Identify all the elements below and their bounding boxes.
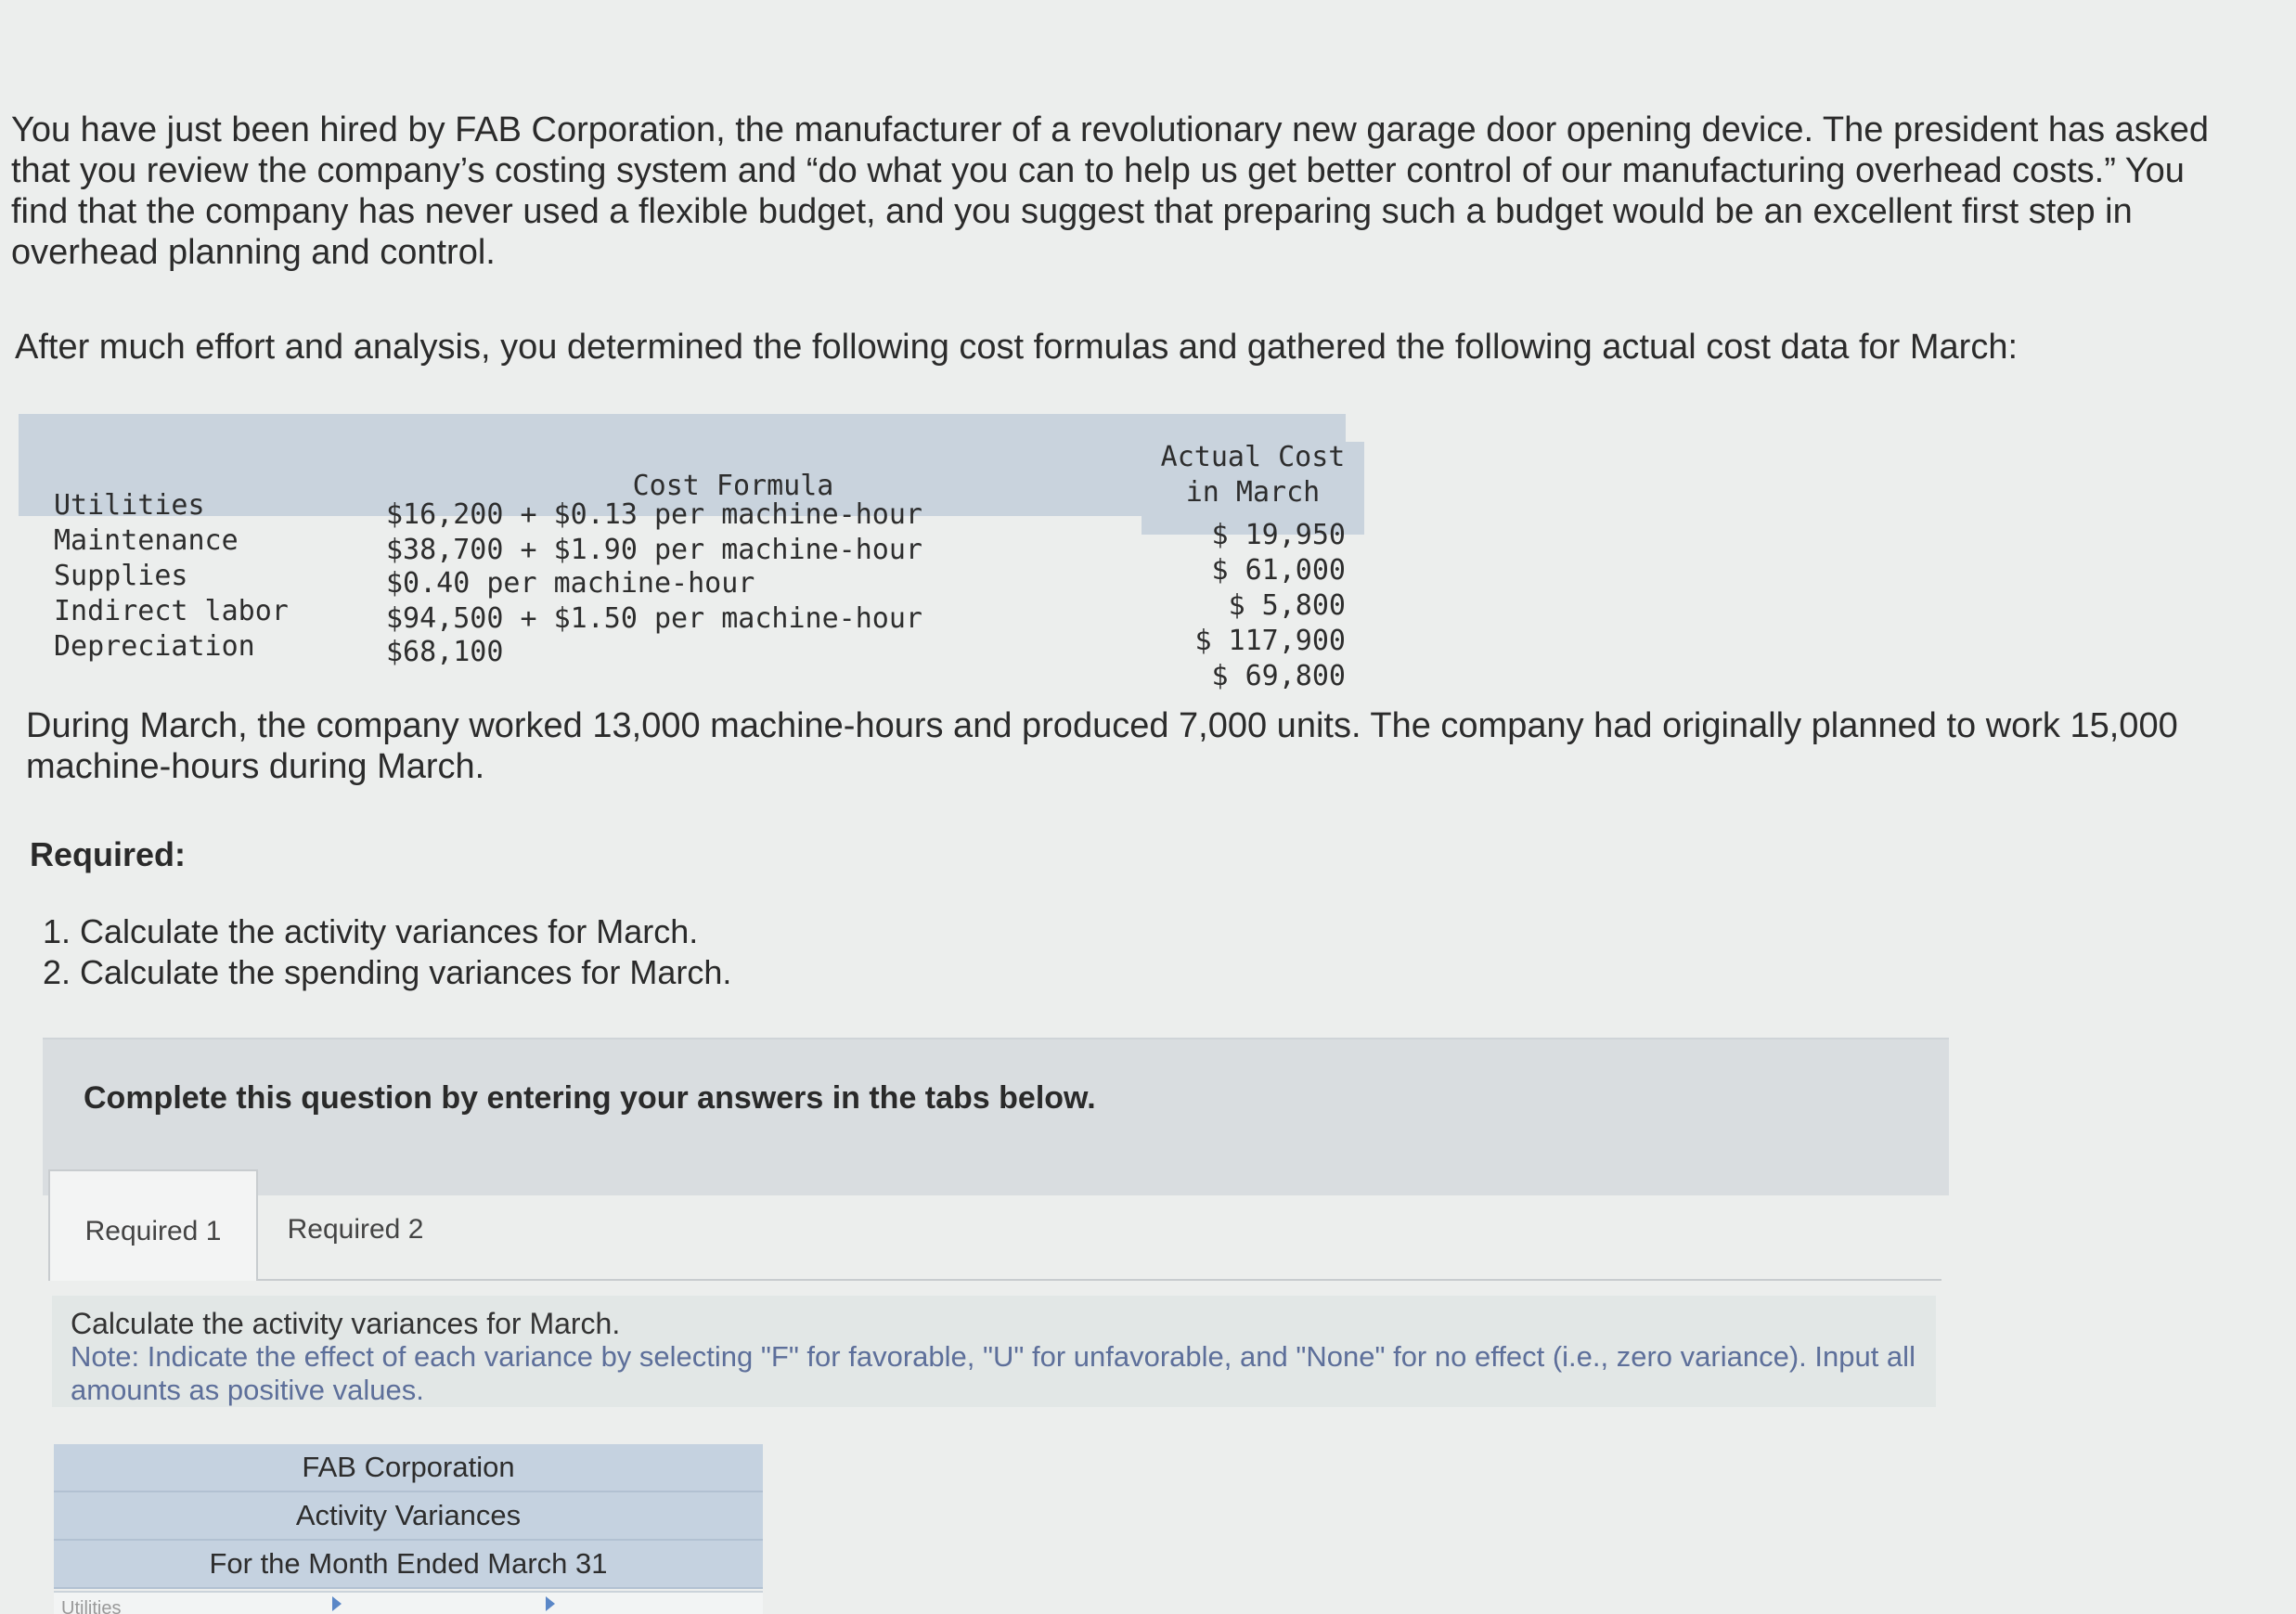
report-row-utilities: [54, 1591, 763, 1614]
row-formula: $38,700 + $1.90 per machine-hour: [386, 534, 922, 566]
required-heading: Required:: [30, 835, 187, 873]
row-label: Indirect labor: [54, 595, 289, 627]
tab-required-2[interactable]: Required 2: [258, 1169, 453, 1281]
required-list: [43, 911, 731, 993]
row-actual: $ 5,800: [1228, 589, 1346, 622]
report-row-label: Utilities: [61, 1598, 122, 1614]
header-cost-formula: Cost Formula: [632, 470, 834, 502]
intro-paragraph: You have just been hired by FAB Corporation, the manufacturer of a revolutionary new garage door opening device. The president has asked that you review the company’s costing system and “do what you can to help us get better control of our manufacturing overhead costs.” You find that the company has never used a flexible budget, and you suggest that preparing such a budget would be an excellent first step in overhead planning and control.: [11, 110, 2210, 272]
instruction-text: Complete this question by entering your answers in the tabs below.: [84, 1080, 1096, 1116]
tab-bar: [48, 1169, 1941, 1281]
report-company: FAB Corporation: [54, 1444, 763, 1492]
report-period: For the Month Ended March 31: [54, 1541, 763, 1589]
tab-required-1[interactable]: Required 1: [48, 1169, 258, 1281]
activity-variance-report: [54, 1444, 763, 1614]
row-actual: $ 69,800: [1211, 660, 1346, 692]
row-label: Utilities: [54, 489, 205, 522]
input-cell-marker-icon[interactable]: [546, 1596, 555, 1611]
required-item: 1. Calculate the activity variances for March.: [43, 912, 699, 950]
row-actual: $ 61,000: [1211, 554, 1346, 587]
required-item: 2. Calculate the spending variances for March.: [43, 953, 732, 991]
row-actual: $ 19,950: [1211, 519, 1346, 551]
tab-bar-divider: [453, 1279, 1941, 1281]
row-formula: $16,200 + $0.13 per machine-hour: [386, 498, 922, 531]
tab-content-panel: [52, 1296, 1936, 1407]
row-formula: $0.40 per machine-hour: [386, 567, 755, 600]
row-label: Supplies: [54, 560, 188, 592]
row-label: Depreciation: [54, 630, 255, 663]
input-cell-marker-icon[interactable]: [332, 1596, 342, 1611]
row-formula: $68,100: [386, 636, 504, 668]
lead-paragraph: After much effort and analysis, you determined the following cost formulas and gathered the following actual cost data for March:: [15, 328, 2019, 367]
task-text: Calculate the activity variances for March.: [71, 1307, 621, 1340]
cost-formula-table: [19, 414, 1346, 692]
row-label: Maintenance: [54, 524, 239, 557]
row-actual: $ 117,900: [1194, 625, 1346, 657]
task-note: Note: Indicate the effect of each variance by selecting "F" for favorable, "U" for unfavorable, and "None" for no effect (i.e., zero variance). Input all amounts as positive values.: [71, 1340, 1915, 1406]
production-paragraph: During March, the company worked 13,000 machine-hours and produced 7,000 units. The company had originally planned to work 15,000 machine-hours during March.: [26, 706, 2178, 786]
report-title: Activity Variances: [54, 1492, 763, 1541]
row-formula: $94,500 + $1.50 per machine-hour: [386, 602, 922, 635]
header-actual-cost: Actual Cost in March: [1160, 441, 1346, 509]
